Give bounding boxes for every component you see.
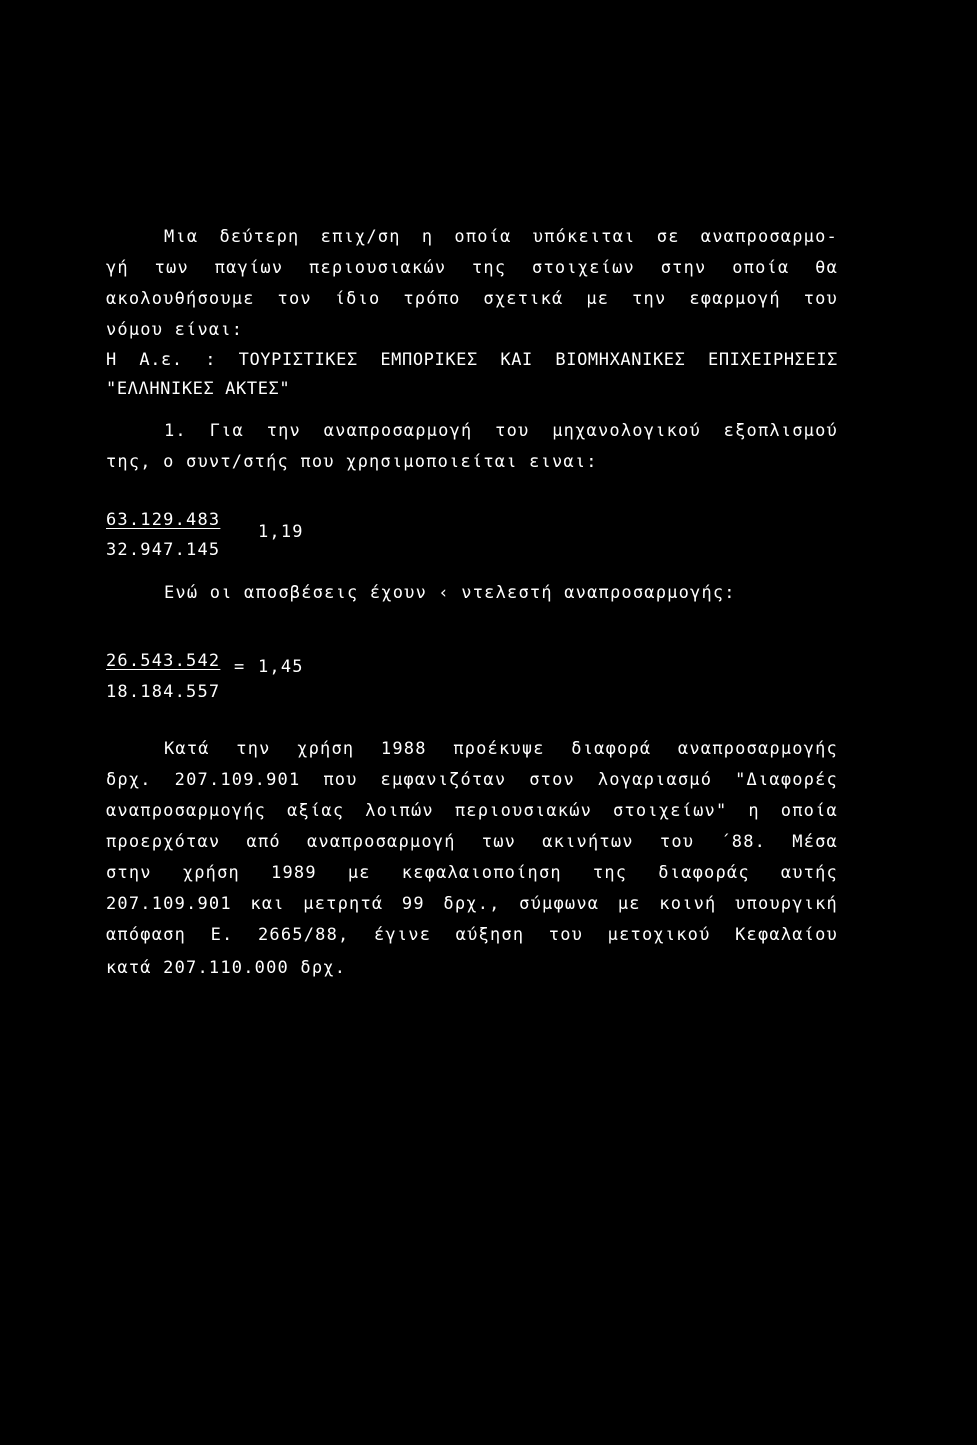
intro-line-4: νόμου είναι: <box>106 320 244 340</box>
intro-line-1: Μια δεύτερη επιχ/ση η οποία υπόκειται σε αναπροσαρμο- <box>164 227 838 247</box>
fraction1-denominator: 32.947.145 <box>106 540 221 560</box>
closing-line-3: αναπροσαρμογής αξίας λοιπών περιουσιακών στοιχείων" η οποία <box>106 801 838 821</box>
fraction1-numerator: 63.129.483 <box>106 510 221 530</box>
closing-line-6: 207.109.901 και μετρητά 99 δρχ., σύμφωνα με κοινή υπουργική <box>106 894 838 914</box>
fraction2-equals: = <box>234 657 246 677</box>
point1-line-1: 1. Για την αναπροσαρμογή του μηχανολογικού εξοπλισμού <box>164 421 838 441</box>
point1-line-2: της, ο συντ/στής που χρησιμοποιείται ειναι: <box>106 452 598 472</box>
fraction2-denominator: 18.184.557 <box>106 682 221 702</box>
company-line-1: Η Α.ε. : ΤΟΥΡΙΣΤΙΚΕΣ ΕΜΠΟΡΙΚΕΣ ΚΑΙ ΒΙΟΜΗΧΑΝΙΚΕΣ ΕΠΙΧΕΙΡΗΣΕΙΣ <box>106 350 838 370</box>
closing-line-4: προερχόταν από αναπροσαρμογή των ακινήτων του ΄88. Μέσα <box>106 832 838 852</box>
closing-line-1: Κατά την χρήση 1988 προέκυψε διαφορά αναπροσαρμογής <box>164 739 838 759</box>
intro-line-2: γή των παγίων περιουσιακών της στοιχείων στην οποία θα <box>106 258 838 278</box>
closing-line-5: στην χρήση 1989 με κεφαλαιοποίηση της διαφοράς αυτής <box>106 863 838 883</box>
company-line-2: "ΕΛΛΗΝΙΚΕΣ ΑΚΤΕΣ" <box>106 379 291 399</box>
fraction1-result: 1,19 <box>258 522 304 542</box>
depreciation-text: Ενώ οι αποσβέσεις έχουν ‹ ντελεστή αναπροσαρμογής: <box>164 583 736 603</box>
intro-line-3: ακολουθήσουμε τον ίδιο τρόπο σχετικά με την εφαρμογή του <box>106 289 838 309</box>
closing-line-7: απόφαση Ε. 2665/88, έγινε αύξηση του μετοχικού Κεφαλαίου <box>106 925 838 945</box>
fraction2-result: 1,45 <box>258 657 304 677</box>
closing-line-2: δρχ. 207.109.901 που εμφανιζόταν στον λογαριασμό "Διαφορές <box>106 770 838 790</box>
closing-line-8: κατά 207.110.000 δρχ. <box>106 958 347 978</box>
fraction2-numerator: 26.543.542 <box>106 651 221 671</box>
